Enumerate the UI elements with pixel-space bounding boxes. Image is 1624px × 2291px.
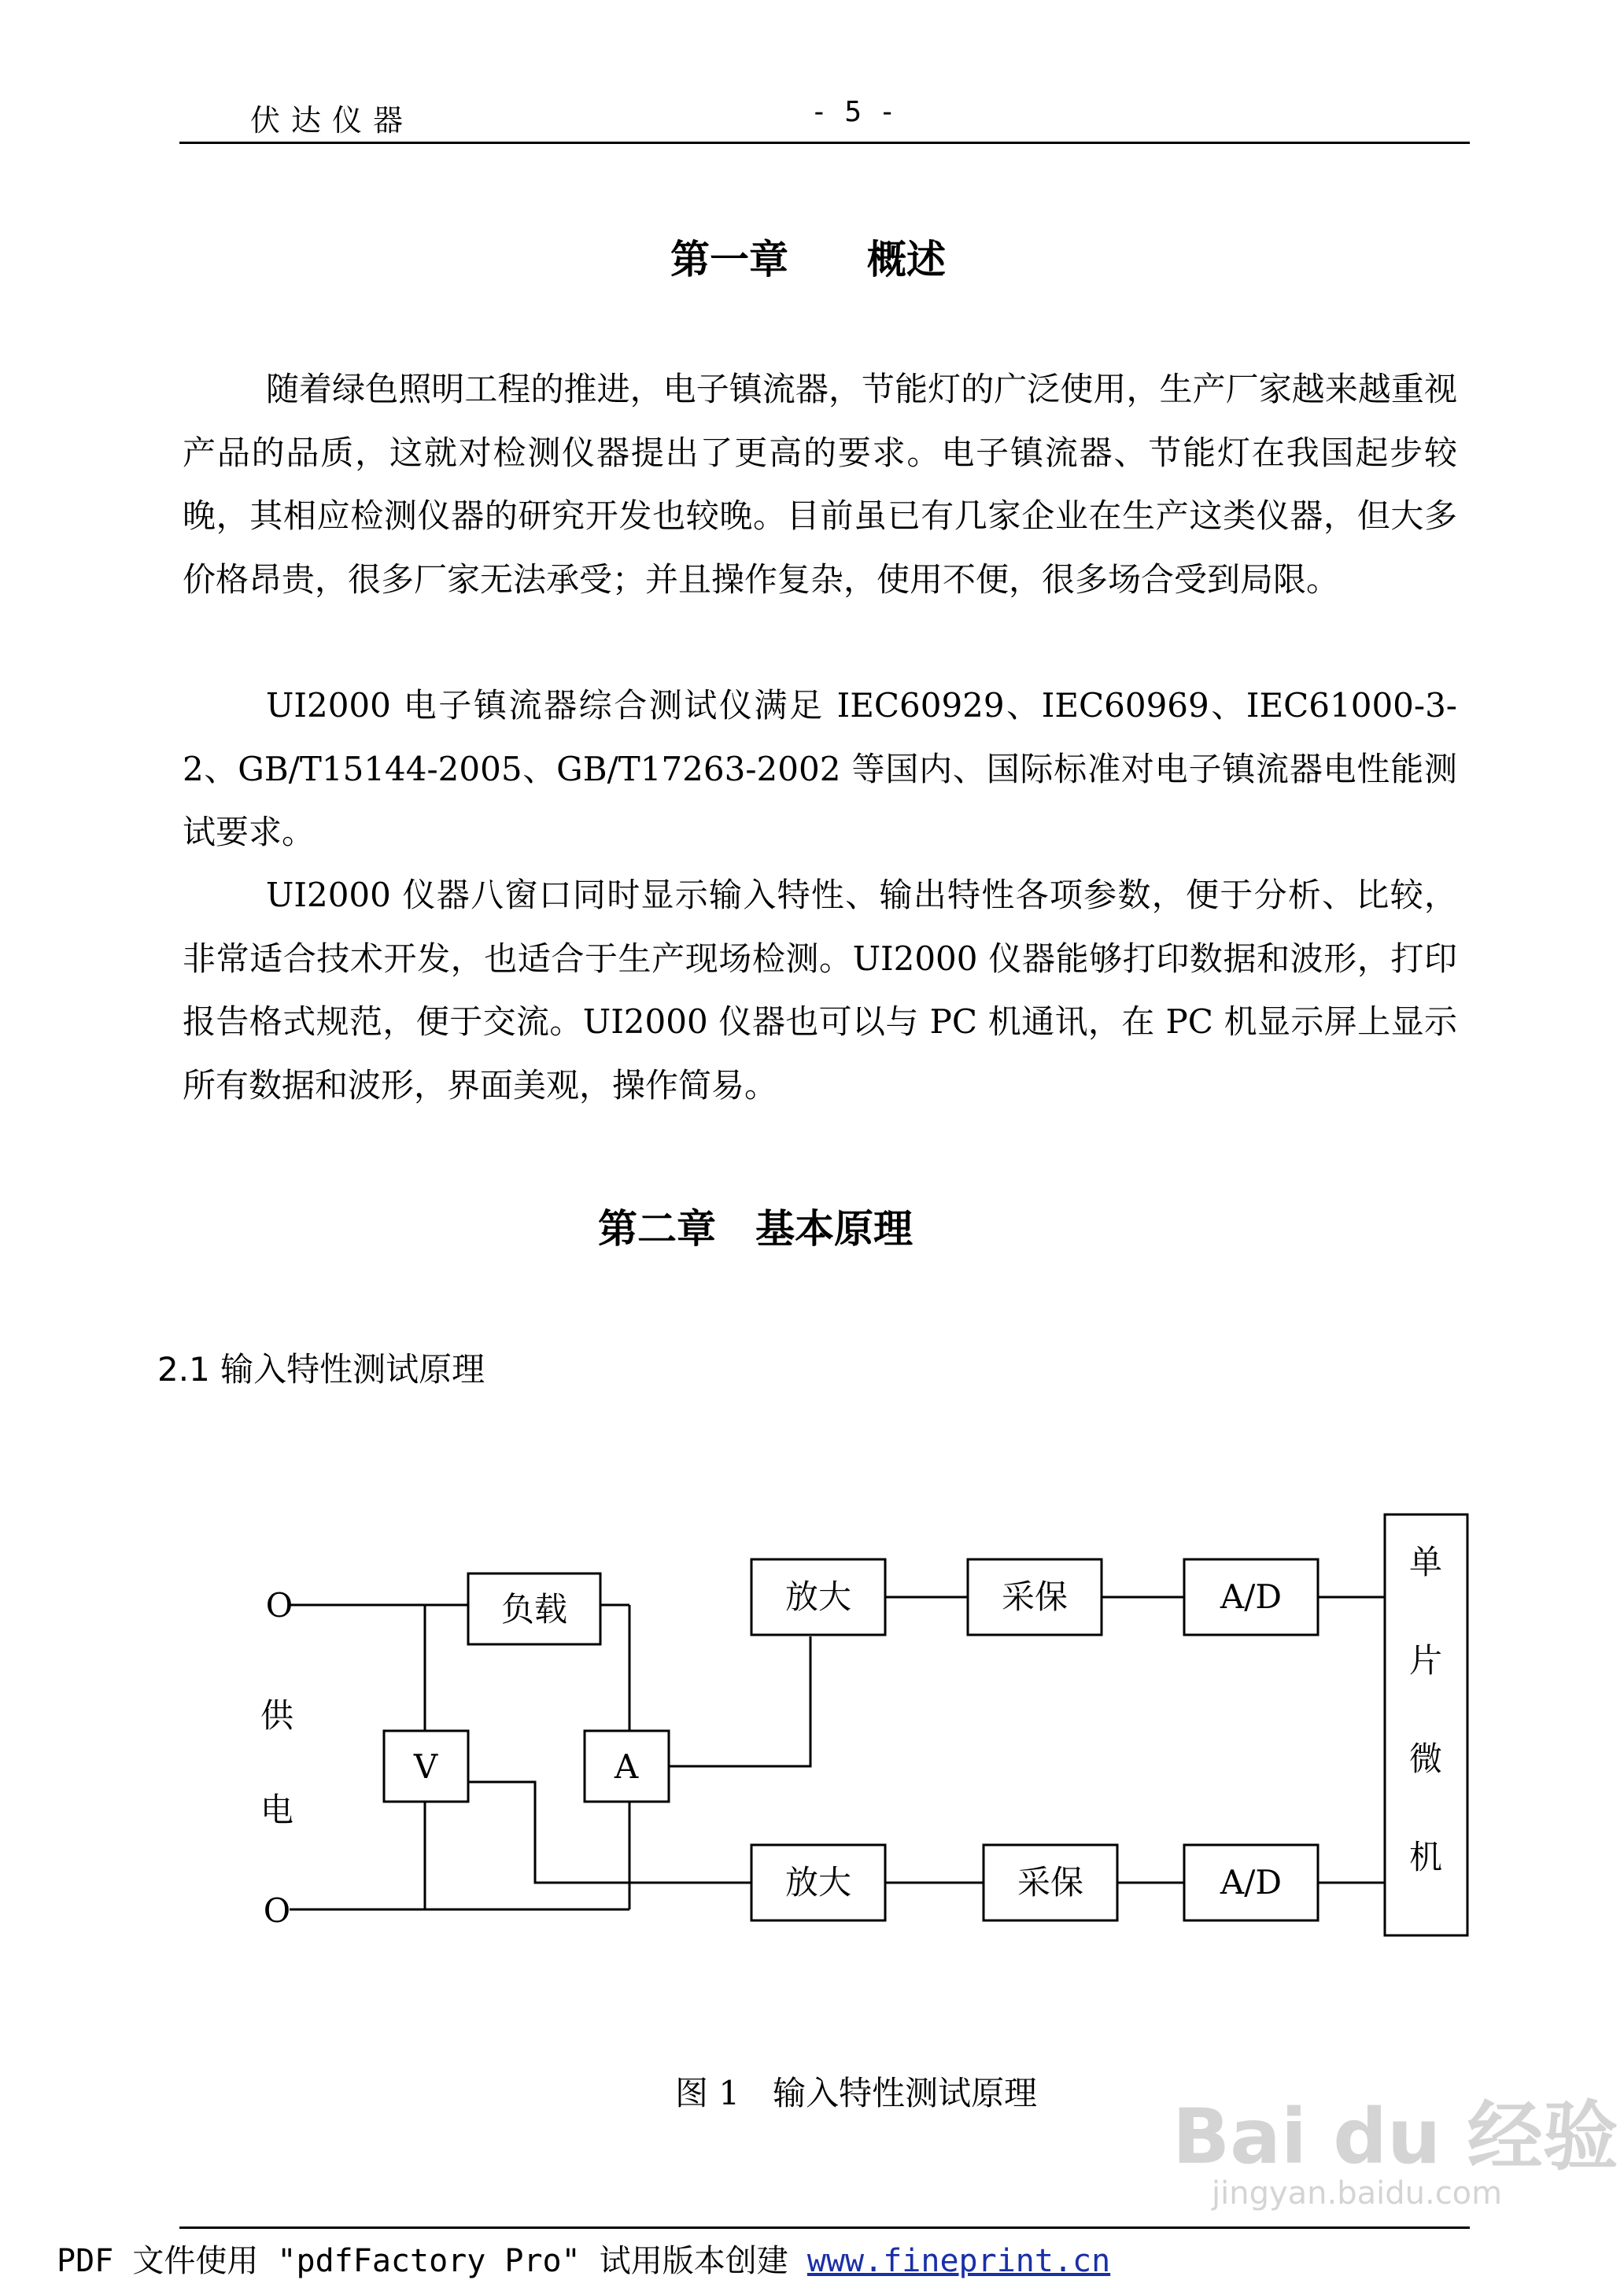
supply-label-1: 供: [260, 1696, 294, 1735]
footer-link[interactable]: www.fineprint.cn: [806, 2243, 1111, 2279]
watermark-url: jingyan.baidu.com: [1212, 2175, 1503, 2212]
section-2-1-title: 2.1 输入特性测试原理: [157, 1350, 485, 1389]
terminal-top: O: [265, 1586, 293, 1625]
load-label: 负载: [500, 1590, 568, 1629]
ammeter-label: A: [614, 1747, 639, 1786]
paragraph-1-text: 随着绿色照明工程的推进，电子镇流器，节能灯的广泛使用，生产厂家越来越重视产品的品质，这就对检测仪器提出了更高的要求。电子镇流器、节能灯在我国起步较晚，其相应检测仪器的研究开发也较晚。目前虽已有几家企业在生产这类仪器，但大多价格昂贵，很多厂家无法承受；并且操作复杂，使用不便，很多场合受到局限。: [183, 370, 1457, 599]
figure-caption: 图 1 输入特性测试原理: [675, 2074, 1038, 2112]
page-number: - 5 -: [810, 96, 896, 128]
chapter-1-title: 第一章 概述: [670, 237, 946, 282]
chapter-2-title: 第二章 基本原理: [598, 1206, 913, 1252]
terminal-bottom: O: [263, 1891, 291, 1930]
footer-note: [57, 2236, 1110, 2281]
mcu-label-2: 片: [1408, 1641, 1443, 1680]
paragraph-3-text: UI2000 仪器八窗口同时显示输入特性、输出特性各项参数，便于分析、比较，非常适合技术开发，也适合于生产现场检测。UI2000 仪器能够打印数据和波形，打印报告格式规范，便于交流。UI2000 仪器也可以与 PC 机通讯，在 PC 机显示屏上显示所有数据和波形，界面美观，操作简易。: [183, 876, 1457, 1105]
mcu-label-4: 机: [1408, 1838, 1443, 1876]
paragraph-2-text: UI2000 电子镇流器综合测试仪满足 IEC60929、IEC60969、IEC61000-3-2、GB/T15144-2005、GB/T17263-2002 等国内、国际标准对电子镇流器电性能测试要求。: [183, 686, 1457, 851]
footer-rule: [179, 2226, 1470, 2229]
mcu-label-3: 微: [1408, 1739, 1443, 1778]
voltmeter-label: V: [413, 1747, 438, 1786]
watermark-logo: Bai du 经验: [1172, 2093, 1618, 2181]
sh-top-label: 采保: [1001, 1577, 1069, 1616]
sh-bottom-label: 采保: [1017, 1863, 1084, 1902]
mcu-label-1: 单: [1408, 1543, 1443, 1581]
amp-bottom-label: 放大: [784, 1863, 852, 1902]
ad-top-label: A/D: [1220, 1577, 1283, 1616]
supply-label-2: 电: [260, 1791, 294, 1829]
amp-top-label: 放大: [784, 1577, 852, 1616]
header-company: 伏达仪器: [250, 103, 415, 138]
ad-bottom-label: A/D: [1220, 1863, 1283, 1902]
footer-note-text: PDF 文件使用 "pdfFactory Pro" 试用版本创建: [57, 2243, 807, 2279]
wire-a-to-amp-top: [669, 1636, 810, 1766]
